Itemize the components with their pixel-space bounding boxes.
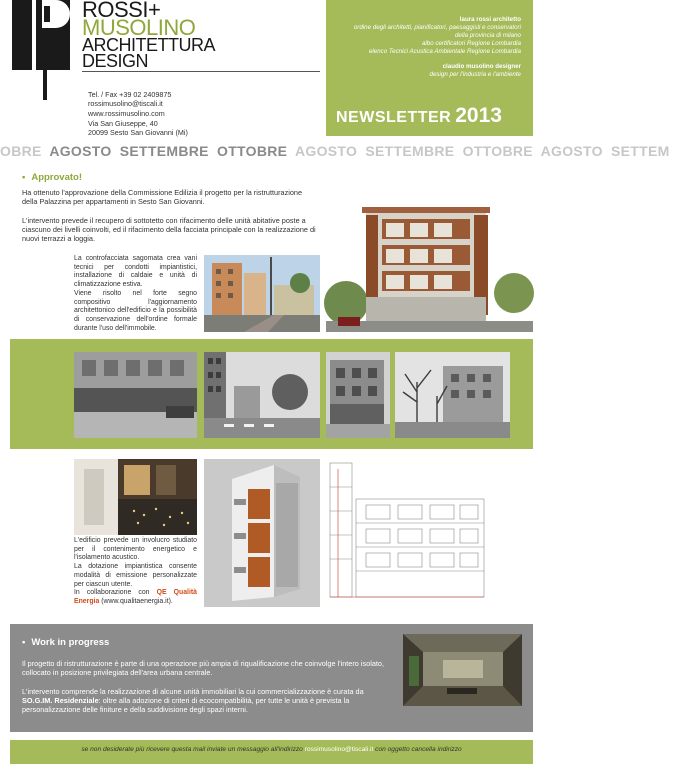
newsletter-title [336, 104, 502, 128]
facade-text-2: Viene risolto nel forte segno compositivo l'aggiornamento architettonico dell'edificio e la possibilità di conservazione dell'ordine formale durante l'uso dell'immobile. [74, 289, 197, 332]
person-laura-rossi [354, 16, 521, 56]
month-label: AGOSTO [294, 143, 358, 159]
section-title-text: Approvato! [31, 172, 82, 183]
brand-name-line1: ROSSI+ [82, 0, 161, 22]
month-label: OTTOBRE [462, 143, 533, 159]
address-street: Via San Giuseppe, 40 [88, 119, 158, 128]
person-role-line: elenco Tecnici Acustica Ambientale Regione Lombardia [368, 48, 521, 55]
month-label: AGOSTO [49, 143, 112, 159]
logo-mark [12, 0, 72, 100]
section-title-work-in-progress [22, 637, 109, 648]
photo-interior-render [403, 634, 522, 706]
paragraph-commercialization [22, 687, 384, 715]
person-role-line: della provincia di milano [454, 32, 521, 39]
paragraph-requalification: Il progetto di ristrutturazione è parte di una operazione più ampia di riqualificazione che coinvolge l'intero isolato, collocato in posizione privilegiata dell'area urbana centrale. [22, 659, 384, 678]
drawing-elevation [326, 459, 487, 607]
photo-bw-corner [326, 352, 390, 438]
contact-email[interactable]: rossimusolino@tiscali.it [88, 99, 163, 109]
month-label: OBRE [0, 143, 42, 159]
contact-address [88, 119, 188, 138]
photo-building-render [326, 193, 533, 332]
person-role-line: ordine degli architetti, pianificatori, paesaggisti e conservatori [353, 24, 521, 31]
photo-bw-storefront [74, 352, 197, 438]
unsubscribe-email-link[interactable]: rossimusolino@tiscali.it [304, 746, 374, 753]
brand-name-line4: DESIGN [82, 51, 149, 71]
brand-name-line2: MUSOLINO [82, 15, 196, 40]
month-label: SETTEMBRE [365, 143, 455, 159]
paragraph-facade [74, 255, 197, 333]
facade-text-1: La controfacciata sagomata crea vani tecnici per condotti impiantistici, installazione di caldaie e unità di climatizzazione estiva. [74, 255, 197, 289]
collab-suffix: (www.qualitaenergia.it). [101, 597, 173, 605]
month-label: SETTEM [611, 143, 670, 159]
contact-phone: Tel. / Fax +39 02 2409875 [88, 90, 172, 99]
paragraph-intervention: L'intervento prevede il recupero di sottotetto con rifacimento delle unità abitative poste a ciascuno dei livelli coinvolti, ed il rifacimento della facciata principale con la realizzazione di nuovi terrazzi a loggia. [22, 216, 316, 244]
envelope-text-1: L'edificio prevede un involucro studiato per il contenimento energetico e l'isolamento acustico. [74, 537, 197, 562]
bullet-icon: • [22, 637, 26, 648]
person-name: claudio musolino designer [442, 63, 521, 70]
commercial-text-post: : oltre alla adozione di criteri di ecocompatibilità, per tutte le unità è prevista la personalizzazione delle finiture e della suddivisione degli spazi interni. [22, 696, 350, 715]
photo-bw-street [204, 352, 320, 438]
address-city: 20099 Sesto San Giovanni (Mi) [88, 128, 188, 138]
newsletter-year: 2013 [455, 104, 502, 127]
person-claudio-musolino [430, 63, 521, 79]
unsubscribe-text-post: con oggetto cancella indirizzo [375, 746, 462, 753]
section-title-approvato [22, 172, 82, 183]
person-role-line: design per l'industria e l'ambiente [429, 71, 521, 78]
photo-bw-trees [395, 352, 510, 438]
unsubscribe-note [10, 746, 533, 753]
bullet-icon: • [22, 172, 26, 183]
contact-info [88, 90, 171, 118]
month-label: SETTEMBRE [119, 143, 209, 159]
unsubscribe-text-pre: se non desiderate più ricevere questa mail inviate un messaggio all'indirizzo [81, 746, 303, 753]
commercial-text-pre: L'intervento comprende la realizzazione di alcune unità immobiliari la cui commercializzazione è curata da [22, 687, 364, 696]
envelope-text-2: La dotazione impiantistica consente modalità di emissione personalizzate per ciascun utente. [74, 563, 197, 588]
months-strip [0, 143, 670, 161]
person-name: laura rossi architetto [459, 16, 521, 23]
contact-website[interactable]: www.rossimusolino.com [88, 108, 165, 118]
newsletter-label: NEWSLETTER [336, 109, 452, 126]
photo-city-night [74, 459, 197, 535]
brand-name-line3: ARCHITETTURA [82, 35, 215, 55]
month-label: AGOSTO [540, 143, 603, 159]
sogim-name: SO.G.IM. Residenziale [22, 696, 99, 706]
photo-3d-model [204, 459, 320, 607]
person-role-line: albo certificatori Regione Lombardia [421, 40, 521, 47]
photo-street-view [204, 255, 320, 332]
envelope-text-3 [74, 589, 197, 606]
section-title-text: Work in progress [31, 637, 110, 648]
paragraph-envelope [74, 537, 197, 607]
paragraph-approval: Ha ottenuto l'approvazione della Commissione Edilizia il progetto per la ristrutturazione della Palazzina per appartamenti in Sesto San Giovanni. [22, 188, 303, 207]
collab-prefix: In collaborazione con [74, 589, 150, 597]
qe-brand-link[interactable]: QE Qualità Energia [74, 589, 198, 605]
month-label: OTTOBRE [217, 143, 288, 159]
header-divider [82, 71, 320, 72]
